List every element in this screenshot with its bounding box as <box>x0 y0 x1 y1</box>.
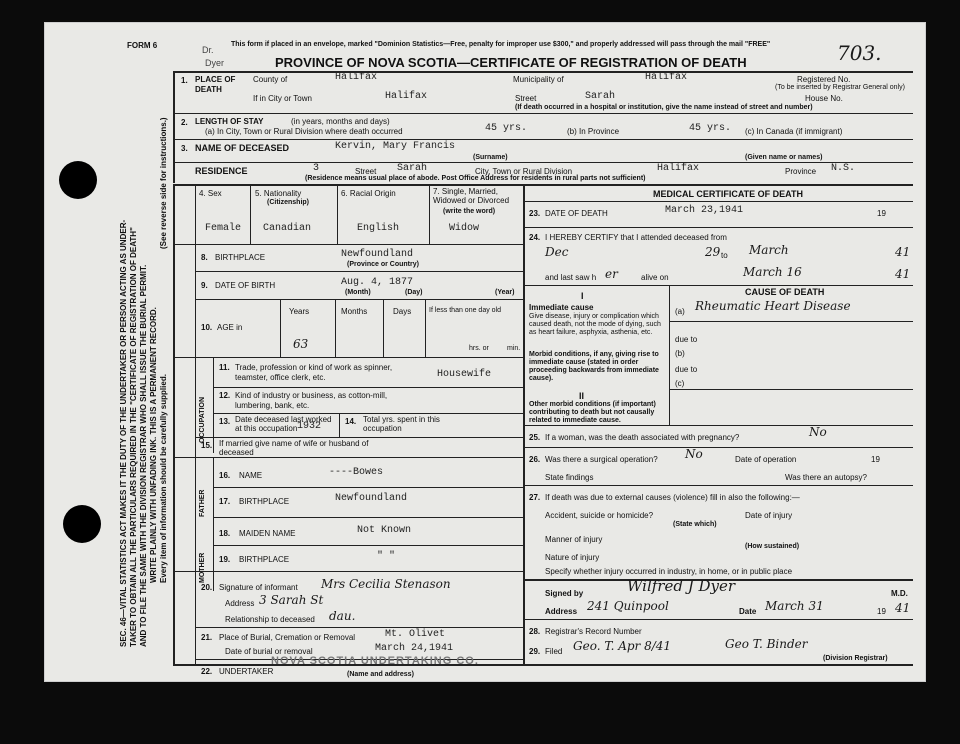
place-of-death-label: PLACE OF DEATH <box>195 75 236 94</box>
burial-date: March 24,1941 <box>375 643 454 654</box>
length-of-stay-label: LENGTH OF STAY <box>195 117 264 126</box>
father-birthplace: Newfoundland <box>335 493 408 504</box>
street-value: Sarah <box>585 91 616 102</box>
attended-from-day: 29 <box>705 245 721 259</box>
attended-from-month: Dec <box>545 245 569 259</box>
age-years-value: 63 <box>293 337 309 351</box>
marital-value: Widow <box>449 223 480 234</box>
death-certificate: SEC. 46—VITAL STATISTICS ACT MAKES IT THE DUTY OF THE UNDERTAKER OR PERSON ACTING AS UNDER- TAKER TO OBTAIN ALL THE PARTICULARS REQUIRED IN THE "CERTIFICATE OF REGISTRATION OF DEATH" AND TO FILE THE SAME WITH THE DIVISION REGISTRAR WHO SHALL ISSUE THE BURIAL PERMIT. WRITE PLAINLY WITH UNFADING INK. THIS IS A PERMANENT RECORD. Every item of information should be carefully supplied. (See reverse side for instructions.) FORM 6 Dr. Dyer This form if placed in an envelope, marked "Dominion Statistics—Free, penalty for improper use $300," and properly addressed will pass through the mail "FREE" PROVINCE OF NOVA SCOTIA—CERTIFICATE OF REGISTRATION OF DEATH 703. 1. PLACE OF DEATH County of Halifax Municipality of Halifax Registered No. (To be inserted by Registrar General only) If in City or Town Halifax Street Sarah House No. (If death occurred in a hospital or institution, give the name instead of street and number) 2. LENGTH OF STAY (in years, months and days) (a) In City, Town or Rural Division where death occurred 45 yrs. (b) In Province 45 yrs. (c) In Canada (if immigrant) 3. NAME OF DECEASED Kervin, Mary Francis (Surname) (Given name or names) RESIDENCE 3 Street Sarah City, Town or Rural Division Halifax Province N.S. (Residence means usual place of abode. Post Office Address for residents in rural parts not sufficient) 4. Sex 5. Nationality (Citizenship) 6. Racial Origin 7. Single, Married, Widowed or Divorced (write the word) Female Canadian English Widow 8. BIRTHPLACE Newfoundland (Province or Country) 9. DATE OF BIRTH Aug. 4, 1877 (Month) (Day) (Year) 10. AGE in Years Months Days If less than one day old hrs. or min. 63 OCCUPATION 11. Trade, profession or kind of work as spinner, teamster, office clerk, etc. Housewife 12. Kind of industry or business, as cotton-mill, lumbering, bank, etc. 13. Date deceased last worked at this occupation 1932 14. Total yrs. spent in this occupation 15. If married give name of wife or husband of deceased FATHER MOTHER 16. NAME ----Bowes 17. BIRTHPLACE Newfoundland 18. MAIDEN NAME Not Known 19. BIRTHPLACE " " 20. Signature of informant Mrs Cecilia Stenason Address 3 Sarah St Relationship to deceased dau. 21. Place of Burial, Cremation or Removal Mt. Olivet Date of burial or removal March 24,1941 MEDICAL CERTIFICATE OF DEATH 23. DATE OF DEATH March 23,1941 19 24. I HEREBY CERTIFY that I attended deceased from Dec 29 to March 41 and last saw h er alive on March 16 41 CAUSE OF DEATH I Immediate cause Give disease, injury or complication which caused death, not the mode of dying, such as heart failure, asphyxia, asthenia, etc. (a) Rheumatic Heart Disease Morbid conditions, if any, giving rise to immediate cause (stated in order proceeding backwards from immediate cause). due to (b) due to (c) II Other morbid conditions (if important) contributing to death but not causally related to immediate cause. 25. If a woman, was the death associated with pregnancy? No 26. Was there a surgical operation? No Date of operation 19 State findings Was there an autopsy? 27. If death was due to external causes (violence) fill in also the following:— Accident, suicide or homicide? Date of injury (State which) Manner of injury (How sustained) Nature of injury Specify whether injury occurred in industry, in home, or in public place Signed by Wilfred J Dyer M.D. Address 241 Quinpool Date March 31 19 41 28. Registrar's Record Number 29. Filed Geo. T. Apr 8/41 Geo T. Binder (Division Registrar) 22. UNDERTAKER NOVA SCOTIA UNDERTAKING CO. (Name and address) <box>44 22 926 682</box>
burial-place: Mt. Olivet <box>385 629 446 640</box>
form-number: FORM 6 <box>127 41 158 50</box>
residence-label: RESIDENCE <box>195 166 248 176</box>
informant-address: 3 Sarah St <box>259 593 324 607</box>
residence-province: N.S. <box>831 163 856 174</box>
residence-street: Sarah <box>397 163 428 174</box>
stay-city-value: 45 yrs. <box>485 123 528 134</box>
pregnancy-answer: No <box>809 425 827 439</box>
dr-note: Dr. <box>202 45 214 55</box>
surgery-answer: No <box>685 447 703 461</box>
dyer-note: Dyer <box>205 58 225 68</box>
informant-relation: dau. <box>329 609 356 623</box>
page-title: PROVINCE OF NOVA SCOTIA—CERTIFICATE OF REGISTRATION OF DEATH <box>275 55 747 70</box>
dob-value: Aug. 4, 1877 <box>341 277 414 288</box>
city-value: Halifax <box>385 91 428 102</box>
cause-immediate: Rheumatic Heart Disease <box>695 299 851 313</box>
mother-maiden-name: Not Known <box>357 525 412 536</box>
last-worked-value: 1932 <box>297 421 322 432</box>
father-name: ----Bowes <box>329 467 384 478</box>
side-instruction-3: AND TO FILE THE SAME WITH THE DIVISION REGISTRAR WHO SHALL ISSUE THE BURIAL PERMIT. <box>139 264 148 647</box>
last-seen-alive-date: March 16 <box>743 265 802 279</box>
stay-province-value: 45 yrs. <box>689 123 732 134</box>
undertaker-stamp-visible: NOVA SCOTIA UNDERTAKING CO. <box>271 655 479 667</box>
physician-signature: Wilfred J Dyer <box>627 577 736 595</box>
residence-city: Halifax <box>657 163 700 174</box>
side-instruction-1: SEC. 46—VITAL STATISTICS ACT MAKES IT THE DUTY OF THE UNDERTAKER OR PERSON ACTING AS UNDER- <box>119 219 128 647</box>
informant-signature: Mrs Cecilia Stenason <box>321 577 451 591</box>
cause-heading: CAUSE OF DEATH <box>745 287 825 297</box>
physician-address: 241 Quinpool <box>587 599 669 613</box>
medical-heading: MEDICAL CERTIFICATE OF DEATH <box>653 189 803 199</box>
registrar-signature: Geo T. Binder <box>725 637 808 651</box>
municipality-value: Halifax <box>645 72 688 83</box>
deceased-name: Kervin, Mary Francis <box>335 141 456 152</box>
undertaker-label: UNDERTAKER <box>219 667 274 676</box>
side-instruction-4: WRITE PLAINLY WITH UNFADING INK. THIS IS A PERMANENT RECORD. <box>149 307 158 583</box>
mailing-notice: This form if placed in an envelope, marked "Dominion Statistics—Free, penalty for improper use $300," and properly addressed will pass through the mail "FREE" <box>231 41 771 48</box>
side-instruction-6: (See reverse side for instructions.) <box>159 117 168 249</box>
occupation-value: Housewife <box>437 369 492 380</box>
date-of-death: March 23,1941 <box>665 205 744 216</box>
birthplace-value: Newfoundland <box>341 249 414 260</box>
residence-number: 3 <box>313 163 320 174</box>
attended-year: 41 <box>895 245 911 259</box>
racial-value: English <box>357 223 400 234</box>
county-value: Halifax <box>335 72 378 83</box>
physician-date: March 31 <box>765 599 824 613</box>
side-instruction-5: Every item of information should be carefully supplied. <box>159 374 168 583</box>
side-instruction-2: TAKER TO OBTAIN ALL THE PARTICULARS REQUIRED IN THE "CERTIFICATE OF REGISTRATION OF DEATH" <box>129 227 138 647</box>
filed-date: Geo. T. Apr 8/41 <box>573 639 672 653</box>
mother-birthplace: " " <box>377 551 396 562</box>
punch-hole-top <box>59 161 97 199</box>
sex-value: Female <box>205 223 242 234</box>
name-of-deceased-label: NAME OF DECEASED <box>195 143 290 153</box>
attended-to-month: March <box>749 243 789 257</box>
punch-hole-bottom <box>63 505 101 543</box>
certificate-number: 703. <box>837 41 882 65</box>
nationality-value: Canadian <box>263 223 312 234</box>
